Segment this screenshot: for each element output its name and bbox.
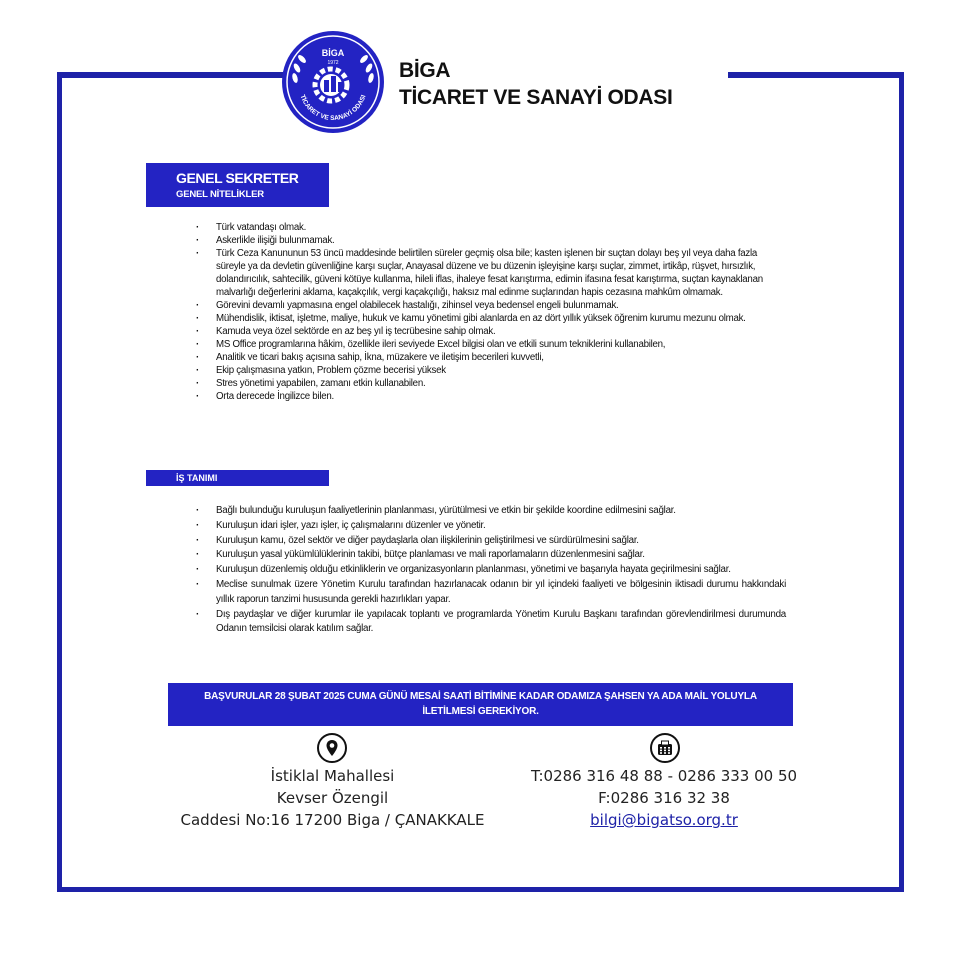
org-name-line1: BİGA	[399, 59, 451, 82]
list-item: · Meclise sunulmak üzere Yönetim Kurulu tarafından hazırlanacak odanın bir yıl içindeki faaliyeti ve bölgesinin iktisadi durumu hakkındaki yıllık raporun tanzimi hususunda gerekli hazırlıkları yapar.	[196, 578, 786, 608]
list-item: · Görevini devamlı yapmasına engel olabilecek hastalığı, zihinsel veya bedensel engeli bulunmamak.	[196, 299, 786, 312]
list-item: · Türk vatandaşı olmak.	[196, 221, 786, 234]
list-item: · Kamuda veya özel sektörde en az beş yıl iş tecrübesine sahip olmak.	[196, 325, 786, 338]
list-item: · Stres yönetimi yapabilen, zamanı etkin kullanabilen.	[196, 377, 786, 390]
frame-top-right	[728, 72, 904, 78]
position-title: GENEL SEKRETER	[176, 170, 299, 186]
list-item: · Ekip çalışmasına yatkın, Problem çözme becerisi yüksek	[196, 364, 786, 377]
logo-year: 1972	[327, 60, 339, 66]
address-line1: İstiklal Mahallesi	[270, 767, 395, 785]
location-pin-icon	[317, 733, 347, 763]
contact-block	[528, 765, 800, 831]
requirements-list	[196, 221, 786, 403]
position-banner	[146, 163, 329, 207]
list-item: · Kuruluşun kamu, özel sektör ve diğer paydaşlarla olan ilişkilerinin geliştirilmesi ve sürdürülmesini sağlar.	[196, 534, 786, 549]
list-item: · Dış paydaşlar ve diğer kurumlar ile yapılacak toplantı ve programlarda Yönetim Kurulu Başkanı tarafından görevlendirilmesi durumunda Odanın temsilcisi olarak katılım sağlar.	[196, 608, 786, 638]
email-link[interactable]: bilgi@bigatso.org.tr	[590, 811, 738, 829]
logo-ring-text: TİCARET VE SANAYİ ODASI	[298, 93, 368, 123]
application-notice-banner	[168, 683, 793, 726]
list-item: · Kuruluşun düzenlemiş olduğu etkinliklerin ve organizasyonların planlanması, yönetimi ve başarıyla hayata geçirilmesini sağlar.	[196, 563, 786, 578]
address-line3: Caddesi No:16 17200 Biga / ÇANAKKALE	[180, 811, 485, 829]
list-item: · Askerlikle ilişiği bulunmamak.	[196, 234, 786, 247]
biga-chamber-seal-logo	[281, 30, 385, 134]
list-item: · Mühendislik, iktisat, işletme, maliye, hukuk ve kamu yönetimi gibi alanlarda en az dört yıllık yüksek öğrenim kurumu mezunu olmak.	[196, 312, 786, 325]
list-item: · MS Office programlarına hâkim, özellikle ileri seviyede Excel bilgisi olan ve etkili sunum tekniklerini kullanabilen,	[196, 338, 786, 351]
list-item: · Kuruluşun yasal yükümlülüklerinin takibi, bütçe planlaması ve mali raporlamaların düzenlenmesini sağlar.	[196, 548, 786, 563]
organization-name	[399, 57, 673, 111]
frame-right	[899, 72, 904, 892]
list-item: · Bağlı bulunduğu kuruluşun faaliyetlerinin planlanması, yürütülmesi ve etkin bir şekilde koordine edilmesini sağlar.	[196, 504, 786, 519]
job-description-title: İŞ TANIMI	[176, 473, 218, 483]
job-description-banner	[146, 470, 329, 486]
phone-number: T:0286 316 48 88 - 0286 333 00 50	[530, 767, 798, 785]
job-description-list	[196, 504, 786, 637]
frame-top-left	[57, 72, 283, 78]
frame-left	[57, 72, 62, 892]
fax-number: F:0286 316 32 38	[598, 789, 730, 807]
phone-fax-icon	[650, 733, 680, 763]
list-item: · Orta derecede İngilizce bilen.	[196, 390, 786, 403]
frame-bottom	[57, 887, 904, 892]
list-item: · Kuruluşun idari işler, yazı işler, iç çalışmalarını düzenler ve yönetir.	[196, 519, 786, 534]
org-name-line2: TİCARET VE SANAYİ ODASI	[399, 86, 673, 109]
address-line2: Kevser Özengil	[276, 789, 389, 807]
position-subtitle: GENEL NİTELİKLER	[176, 189, 264, 200]
application-notice-text: BAŞVURULAR 28 ŞUBAT 2025 CUMA GÜNÜ MESAİ SAATİ BİTİMİNE KADAR ODAMIZA ŞAHSEN YA ADA MAİL YOLUYLA İLETİLMESİ GEREKİYOR.	[204, 691, 757, 717]
address-block	[160, 765, 505, 831]
logo-text-top: BİGA	[321, 48, 345, 58]
list-item: · Analitik ve ticari bakış açısına sahip, İkna, müzakere ve iletişim becerileri kuvvetli,	[196, 351, 786, 364]
list-item: · Türk Ceza Kanununun 53 üncü maddesinde belirtilen süreler geçmiş olsa bile; kasten işlenen bir suçtan dolayı beş yıl veya daha fazla süreyle ya da devletin güvenliğine karşı suçlar, Anayasal düzene ve bu düzenin işleyişine karşı suçlar, zimmet, irtikâp, rüşvet, hırsızlık, dolandırıcılık, sahtecilik, güveni kötüye kullanma, hileli iflas, ihaleye fesat karıştırma, edimin ifasına fesat karıştırma, suçtan kaynaklanan malvarlığı değerlerini aklama, kaçakçılık, vergi kaçakçılığı, haksız mal edinme suçlarından hapis cezasına mahkûm olmamak.	[196, 247, 786, 299]
